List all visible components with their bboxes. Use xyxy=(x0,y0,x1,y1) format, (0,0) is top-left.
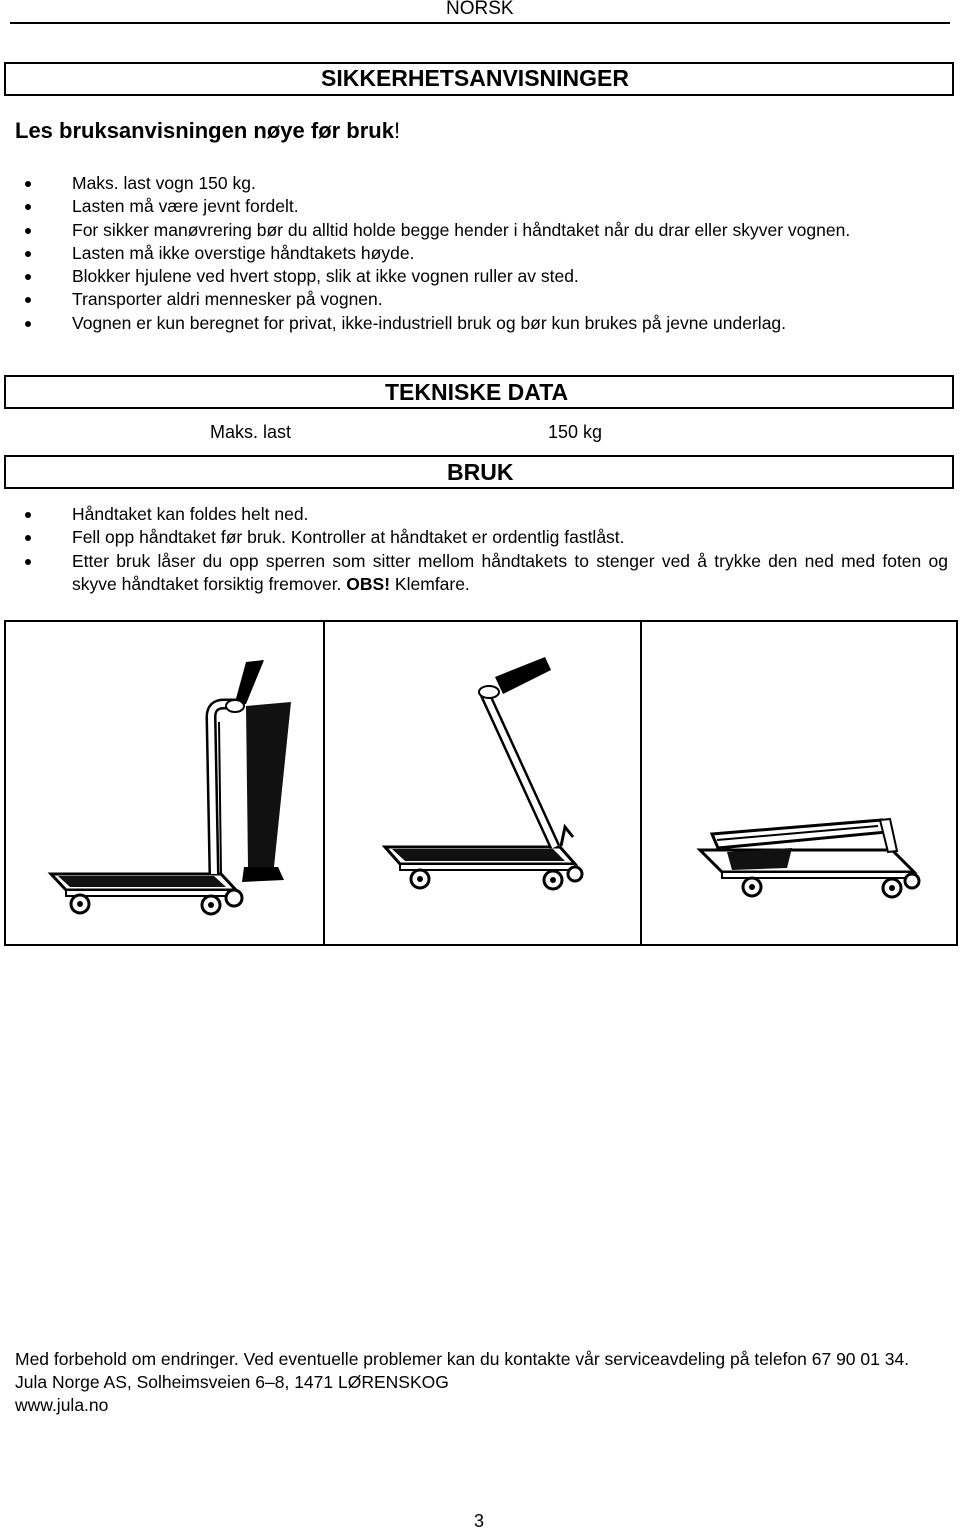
bullet-icon xyxy=(25,321,31,327)
bullet-icon xyxy=(25,297,31,303)
bullet-icon xyxy=(25,181,31,187)
bullet-icon xyxy=(25,251,31,257)
bullet-icon xyxy=(25,228,31,234)
warning-label: OBS! xyxy=(346,573,391,594)
trolley-illustration-3 xyxy=(642,622,957,944)
footer-service-text: Med forbehold om endringer. Ved eventuelle problemer kan du kontakte vår serviceavdeling på telefon 67 90 01 34. xyxy=(15,1349,910,1369)
trolley-illustration-2 xyxy=(325,622,642,944)
figure-handle-folded xyxy=(640,622,956,944)
illustration-panel xyxy=(4,620,958,946)
language-label: NORSK xyxy=(446,0,514,19)
list-item: Lasten må være jevnt fordelt. xyxy=(0,195,960,218)
spec-label: Maks. last xyxy=(210,422,292,442)
bullet-icon xyxy=(25,204,31,210)
trolley-illustration-1 xyxy=(6,622,324,944)
list-item: Lasten må ikke overstige håndtakets høyde. xyxy=(0,242,960,265)
list-item: Maks. last vogn 150 kg. xyxy=(0,172,960,195)
usage-title: BRUK xyxy=(447,459,514,485)
bullet-icon xyxy=(25,274,31,280)
safety-list xyxy=(0,172,960,335)
technical-title: TEKNISKE DATA xyxy=(385,379,569,405)
footer xyxy=(15,1348,947,1418)
list-item: Håndtaket kan foldes helt ned. xyxy=(0,503,960,526)
list-item: For sikker manøvrering bør du alltid holde begge hender i håndtaket når du drar eller skyver vognen. xyxy=(0,219,960,242)
list-item: Transporter aldri mennesker på vognen. xyxy=(0,288,960,311)
header-rule xyxy=(10,22,950,24)
bullet-icon xyxy=(25,535,31,541)
safety-intro-mark: ! xyxy=(393,118,401,143)
list-item: Fell opp håndtaket før bruk. Kontroller at håndtaket er ordentlig fastlåst. xyxy=(0,526,960,549)
list-item: Blokker hjulene ved hvert stopp, slik at ikke vognen ruller av sted. xyxy=(0,265,960,288)
bullet-icon xyxy=(25,512,31,518)
footer-website: www.jula.no xyxy=(15,1395,109,1416)
footer-address: Jula Norge AS, Solheimsveien 6–8, 1471 LØRENSKOG xyxy=(15,1372,449,1393)
figure-handle-unfold xyxy=(6,622,323,944)
page-number: 3 xyxy=(474,1511,485,1531)
spec-value: 150 kg xyxy=(548,422,603,442)
figure-handle-raise xyxy=(323,622,641,944)
safety-intro xyxy=(15,118,400,144)
list-item: Etter bruk låser du opp sperren som sitter mellom håndtakets to stenger ved å trykke den ned med foten og skyve håndtaket forsiktig fremover. OBS! Klemfare. xyxy=(0,550,960,597)
bullet-icon xyxy=(25,559,31,565)
list-item: Vognen er kun beregnet for privat, ikke-industriell bruk og bør kun brukes på jevne underlag. xyxy=(0,312,960,335)
safety-title: SIKKERHETSANVISNINGER xyxy=(321,65,629,91)
usage-list xyxy=(0,503,960,596)
safety-intro-text: Les bruksanvisningen nøye før bruk xyxy=(15,118,394,143)
